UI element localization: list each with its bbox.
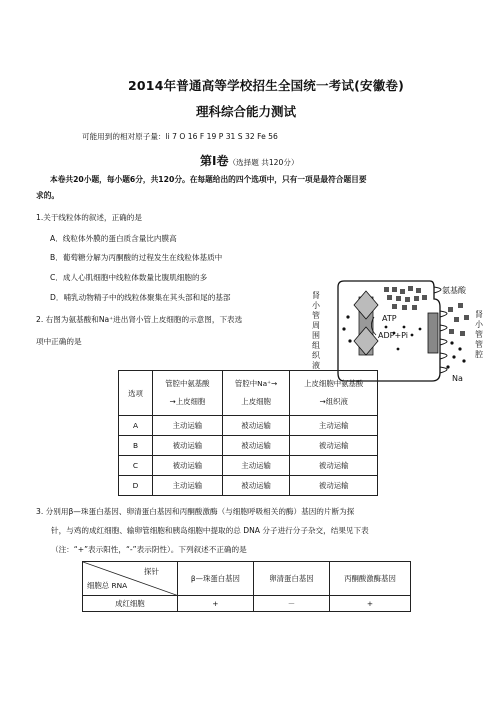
table-cell: C: [119, 456, 153, 476]
table-cell: 被动运输: [153, 456, 223, 476]
atomic-masses: 可能用到的相对原子量：li 7 O 16 F 19 P 31 S 32 Fe 56: [82, 132, 278, 141]
q3-col-header: 丙酮酸激酶基因: [329, 562, 410, 596]
q2-stem-line1: 2. 右图为氨基酸和Na⁺进出肾小管上皮细胞的示意图，下表选: [36, 315, 243, 324]
right-label-char: 小: [475, 320, 483, 329]
q3-hybridization-table: [82, 561, 411, 612]
q2-header-line: 上皮细胞: [241, 397, 271, 406]
table-cell: +: [329, 596, 410, 612]
table-row: [119, 476, 378, 496]
q2-header-line: 上皮细胞中氨基酸: [304, 379, 364, 388]
q2-header-line: →上皮细胞: [169, 397, 206, 406]
table-row: [119, 436, 378, 456]
amino-acid-squares: [384, 286, 427, 310]
q3-line3: （注：“+”表示阳性，“-”表示阴性）。下列叙述不正确的是: [51, 545, 247, 554]
sodium-label: Na: [452, 374, 463, 383]
table-cell: 被动运输: [290, 456, 378, 476]
atp-label: ATP: [382, 314, 397, 323]
table-cell: 主动运输: [153, 416, 223, 436]
q3-line1: 3. 分别用β—珠蛋白基因、卵清蛋白基因和丙酮酸激酶（与细胞呼吸相关的酶）基因的片断为探: [36, 507, 355, 516]
q1-option-a: A．线粒体外膜的蛋白质含量比内膜高: [50, 234, 177, 243]
q1-option-b: B．葡萄糖分解为丙酮酸的过程发生在线粒体基质中: [50, 253, 223, 262]
q2-stem-line2: 项中正确的是: [36, 337, 82, 346]
table-cell: B: [119, 436, 153, 456]
table-cell: 被动运输: [290, 476, 378, 496]
q1-option-c: C．成人心肌细胞中线粒体数量比腹肌细胞的多: [50, 273, 208, 282]
left-label-char: 周: [312, 321, 320, 330]
table-cell: 主动运输: [222, 456, 290, 476]
section-heading-note: （选择题 共120分）: [228, 158, 299, 167]
left-label-char: 围: [312, 331, 320, 340]
table-row: [83, 596, 411, 612]
q2-col-header: [290, 371, 378, 416]
left-label-char: 肾: [312, 291, 320, 300]
left-label-char: 液: [312, 361, 320, 370]
q1-stem: 1.关于线粒体的叙述，正确的是: [36, 213, 142, 222]
q2-header-line: 选项: [128, 388, 143, 398]
paper-subtitle: 理科综合能力测试: [196, 104, 297, 119]
section-heading: [200, 150, 299, 169]
q3-col-header: 卵清蛋白基因: [253, 562, 329, 596]
q3-corner-cell: [83, 562, 178, 596]
q2-col-header: [222, 371, 290, 416]
table-cell: A: [119, 416, 153, 436]
amino-acid-label: 氨基酸: [442, 286, 466, 295]
table-row: [119, 416, 378, 436]
table-cell: －: [253, 596, 329, 612]
left-label-char: 小: [312, 301, 320, 310]
left-label-char: 组: [312, 341, 320, 350]
table-cell: D: [119, 476, 153, 496]
q2-header-line: 管腔中氨基酸: [165, 379, 210, 388]
carrier-diamond-top: [354, 291, 378, 319]
table-cell: 成红细胞: [83, 596, 178, 612]
table-cell: +: [177, 596, 253, 612]
table-cell: 被动运输: [222, 416, 290, 436]
carrier-diamond-bottom: [354, 327, 378, 355]
section-heading-main: 第Ⅰ卷: [200, 154, 229, 168]
section-intro-line2: 求的。: [36, 191, 60, 200]
q2-header-line: 管腔中Na⁺→: [234, 379, 278, 388]
right-label-char: 肾: [475, 310, 483, 319]
right-label-char: 管: [475, 340, 483, 349]
left-label-char: 管: [312, 311, 320, 320]
right-label-char: 腔: [475, 350, 483, 359]
q2-options-table: [118, 370, 378, 496]
table-cell: 被动运输: [222, 476, 290, 496]
lumen-transporter: [428, 313, 438, 353]
table-cell: 主动运输: [153, 476, 223, 496]
q2-table-header-row: [119, 371, 378, 416]
left-label-char: 织: [312, 351, 320, 360]
q3-col-header: β—珠蛋白基因: [177, 562, 253, 596]
table-cell: 主动运输: [290, 416, 378, 436]
q3-line2: 针，与鸡的成红细胞、输卵管细胞和胰岛细胞中提取的总 DNA 分子进行分子杂交，结果见下表: [51, 526, 369, 535]
lumen-amino-acids: [448, 303, 469, 336]
q2-col-header: [119, 371, 153, 416]
paper-title: 2014年普通高等学校招生全国统一考试(安徽卷): [128, 78, 405, 93]
q2-col-header: [153, 371, 223, 416]
corner-bottom-label: 细胞总 RNA: [87, 581, 128, 590]
table-row: [119, 456, 378, 476]
table-cell: 被动运输: [222, 436, 290, 456]
left-vertical-label: [312, 290, 321, 370]
table-cell: 被动运输: [153, 436, 223, 456]
q2-header-line: →组织液: [319, 397, 348, 406]
q3-table-header-row: [83, 562, 411, 596]
q1-option-d: D．哺乳动物精子中的线粒体聚集在其头部和尾的基部: [50, 293, 231, 302]
corner-top-label: 探针: [144, 567, 159, 576]
right-label-char: 管: [475, 330, 483, 339]
adp-label: ADP+Pi: [378, 331, 409, 340]
section-intro-line1: 本卷共20小题，每小题6分，共120分。在每题给出的四个选项中，只有一项是最符合题目要: [50, 175, 367, 184]
table-cell: 被动运输: [290, 436, 378, 456]
right-vertical-label: [475, 309, 484, 359]
